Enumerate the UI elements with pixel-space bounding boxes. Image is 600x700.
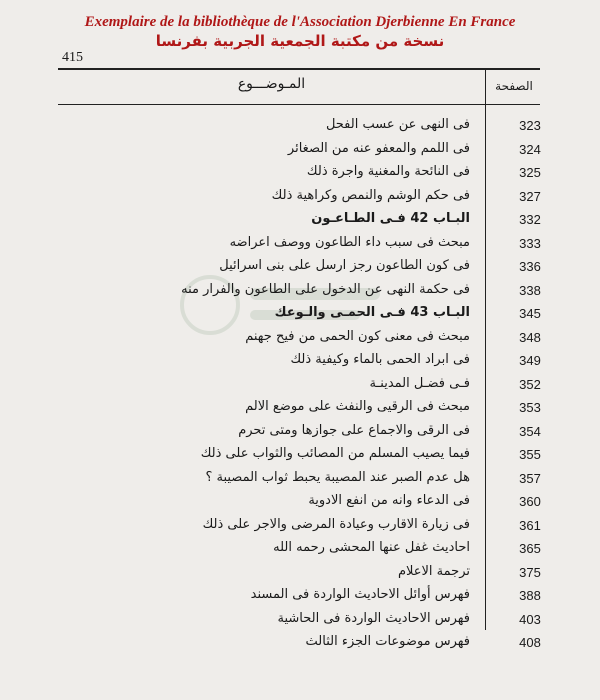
- row-page-number: 388: [519, 588, 541, 603]
- library-stamp-latin: Exemplaire de la bibliothèque de l'Association Djerbienne En France: [84, 14, 516, 30]
- table-row: [58, 281, 540, 305]
- table-row: [58, 116, 540, 140]
- row-page-number: 349: [519, 353, 541, 368]
- table-row: [58, 422, 540, 446]
- row-title: ترجمة الاعلام: [397, 563, 470, 579]
- table-row: [58, 610, 540, 634]
- row-title: فهرس الاحاديث الواردة فى الحاشية: [277, 610, 470, 626]
- table-row: [58, 140, 540, 164]
- row-page-number: 408: [519, 635, 541, 650]
- row-page-number: 348: [519, 329, 541, 345]
- table-row: [58, 304, 540, 328]
- row-page-number: 365: [519, 541, 541, 556]
- table-row: [58, 445, 540, 469]
- row-page-number: 352: [519, 376, 541, 392]
- row-page-number: 360: [519, 494, 541, 509]
- contents-table: [58, 116, 540, 657]
- row-title: هل عدم الصبر عند المصيبة يحبط ثواب المصيبة ؟: [205, 469, 470, 485]
- table-row: [58, 210, 540, 234]
- row-page-number: 338: [519, 282, 541, 298]
- row-page-number: 327: [519, 188, 541, 204]
- row-title: مبحث فى معنى كون الحمى من فيح جهنم: [245, 328, 470, 344]
- row-title: فـى فضـل المدينـة: [369, 375, 470, 391]
- page-number: 415: [62, 50, 83, 65]
- row-title: فى كون الطاعون رجز ارسل على بنى اسرائيل: [219, 258, 470, 273]
- page-column-header: الصفحة: [495, 79, 533, 93]
- row-title: احاديث غفل عنها المحشى رحمه الله: [273, 540, 470, 555]
- table-row: [58, 469, 540, 493]
- table-row: [58, 351, 540, 375]
- row-title: فى زيارة الاقارب وعيادة المرضى والاجر على ذلك: [202, 516, 470, 532]
- table-row: [58, 163, 540, 187]
- row-title: مبحث فى سبب داء الطاعون ووصف اعراضه: [229, 234, 470, 250]
- table-row: [58, 633, 540, 657]
- row-title: فى النائحة والمغنية واجرة ذلك: [306, 164, 470, 179]
- row-page-number: 361: [519, 517, 541, 533]
- row-title: فيما يصيب المسلم من المصائب والثواب على ذلك: [200, 446, 470, 461]
- table-row: [58, 516, 540, 540]
- row-page-number: 345: [519, 306, 541, 321]
- row-title: فى الرقى والاجماع على جوازها ومتى تحرم: [238, 422, 470, 438]
- topic-column-header: المـوضـــوع: [237, 76, 306, 92]
- table-row: [58, 257, 540, 281]
- row-title: فى حكمة النهى عن الدخول على الطاعون والفرار منه: [181, 281, 470, 297]
- row-page-number: 403: [519, 611, 541, 627]
- row-page-number: 336: [519, 259, 541, 274]
- row-title: فى النهى عن عسب الفحل: [325, 117, 470, 132]
- row-title: فهرس موضوعات الجزء الثالث: [305, 634, 470, 649]
- table-row: [58, 375, 540, 399]
- row-page-number: 354: [519, 423, 541, 439]
- table-row: [58, 328, 540, 352]
- row-title: البـاب 43 فـى الحمـى والـوعك: [274, 305, 470, 320]
- table-row: [58, 563, 540, 587]
- row-title: فى ابراد الحمى بالماء وكيفية ذلك: [290, 352, 470, 367]
- table-row: [58, 234, 540, 258]
- library-stamp-arabic: نسخة من مكتبة الجمعية الجربية بفرنسا: [155, 32, 445, 50]
- row-page-number: 324: [519, 141, 541, 157]
- row-title: البـاب 42 فـى الطـاعـون: [311, 211, 470, 226]
- row-page-number: 333: [519, 235, 541, 251]
- row-page-number: 332: [519, 212, 541, 227]
- row-page-number: 323: [519, 118, 541, 133]
- table-header: [58, 70, 540, 105]
- row-page-number: 325: [519, 165, 541, 180]
- row-page-number: 355: [519, 447, 541, 462]
- row-page-number: 357: [519, 470, 541, 486]
- row-title: فى حكم الوشم والنمص وكراهية ذلك: [271, 187, 470, 203]
- row-page-number: 375: [519, 564, 541, 580]
- row-page-number: 353: [519, 400, 541, 415]
- table-row: [58, 492, 540, 516]
- row-title: فى الدعاء وانه من انفع الادوية: [308, 493, 470, 508]
- row-title: مبحث فى الرقيى والنفث على موضع الالم: [245, 399, 470, 414]
- table-row: [58, 187, 540, 211]
- table-row: [58, 398, 540, 422]
- table-row: [58, 539, 540, 563]
- table-row: [58, 586, 540, 610]
- row-title: فهرس أوائل الاحاديث الواردة فى المسند: [250, 587, 470, 602]
- row-title: فى اللمم والمعفو عنه من الصغائر: [287, 140, 470, 156]
